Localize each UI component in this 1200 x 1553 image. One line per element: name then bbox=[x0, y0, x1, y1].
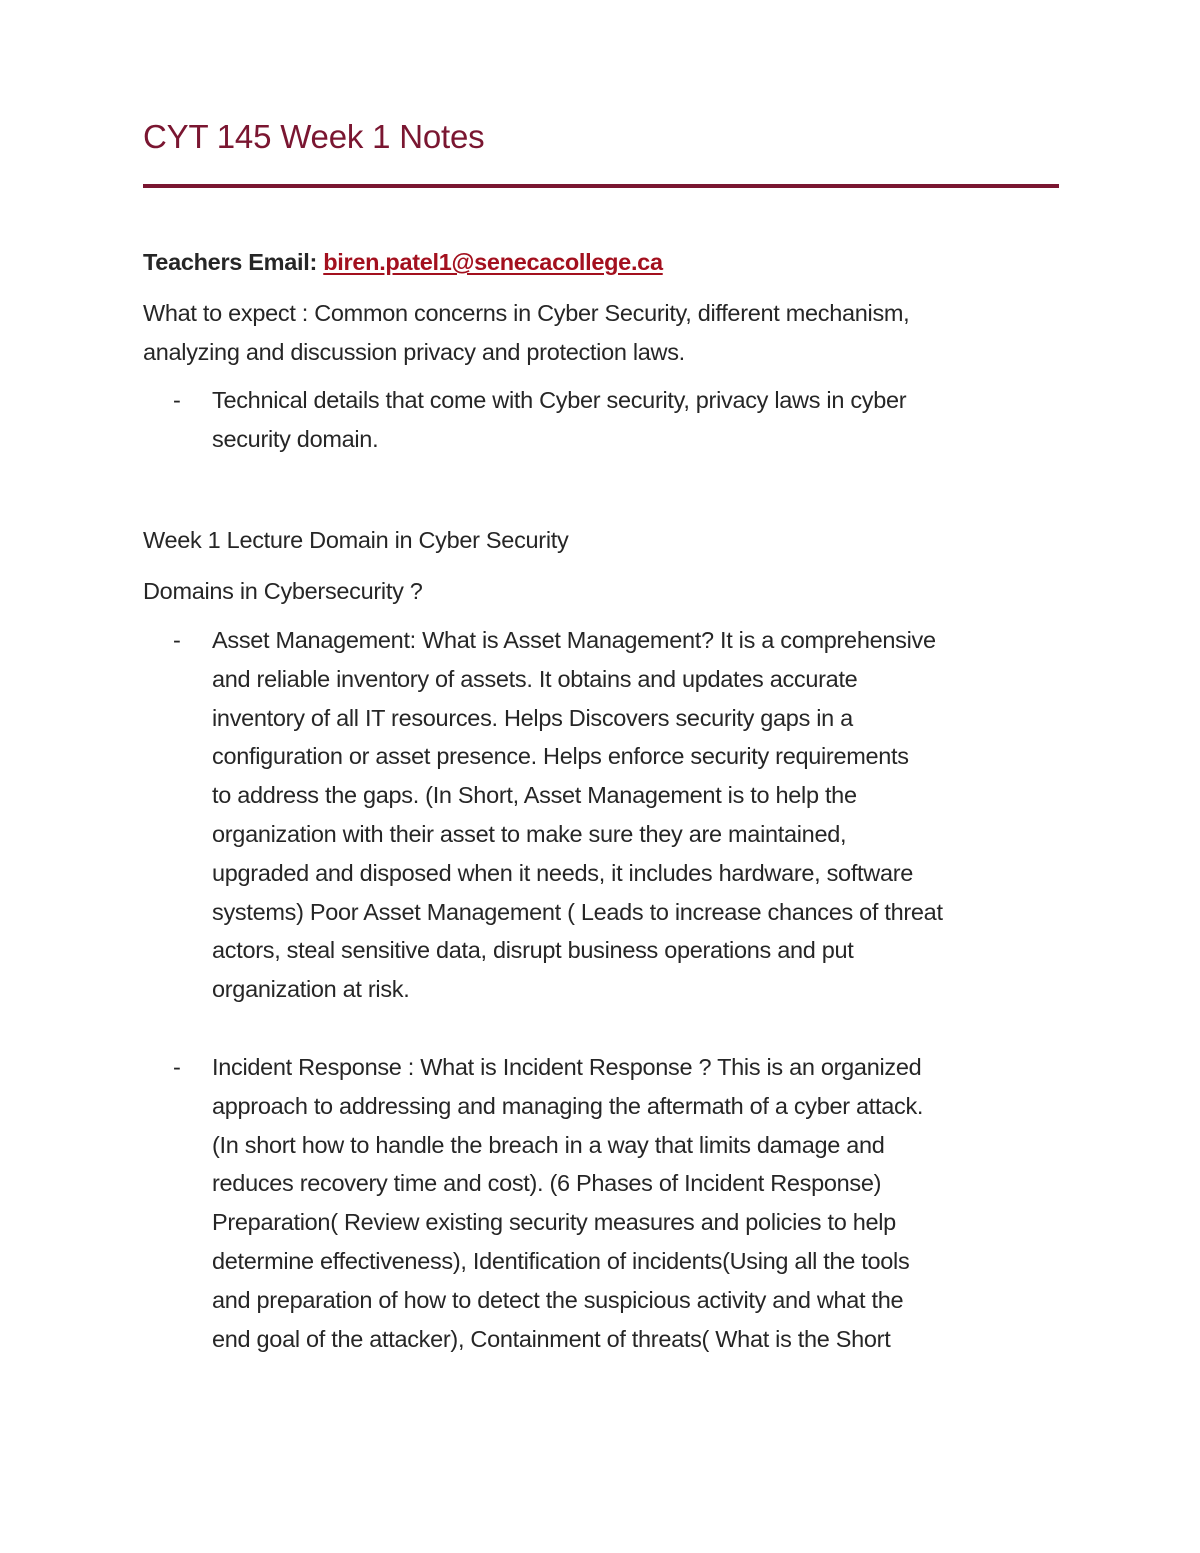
bullet-marker: - bbox=[173, 387, 181, 413]
title-divider bbox=[143, 184, 1059, 188]
domains-question: Domains in Cybersecurity ? bbox=[143, 578, 423, 604]
teacher-email-line bbox=[143, 243, 663, 282]
lecture-heading: Week 1 Lecture Domain in Cyber Security bbox=[143, 527, 569, 553]
bullet-marker: - bbox=[173, 627, 181, 653]
expect-paragraph: What to expect : Common concerns in Cyber Security, different mechanism, analyzing and discussion privacy and protection laws. bbox=[143, 300, 910, 365]
incident-response-item: Incident Response : What is Incident Response ? This is an organized approach to addressing and managing the aftermath of a cyber attack. (In short how to handle the breach in a way that limits damage and reduces recovery time and cost). (6 Phases of Incident Response) Preparation( Review existing security measures and policies to help determine effectiveness), Identification of incidents(Using all the tools and preparation of how to detect the suspicious activity and what the end goal of the attacker), Containment of threats( What is the Short bbox=[212, 1054, 924, 1352]
expect-bullet-item: Technical details that come with Cyber security, privacy laws in cyber security domain. bbox=[212, 387, 907, 452]
page-title: CYT 145 Week 1 Notes bbox=[143, 118, 485, 155]
email-label: Teachers Email: bbox=[143, 249, 318, 275]
bullet-marker: - bbox=[173, 1054, 181, 1080]
teacher-email-link[interactable]: biren.patel1@senecacollege.ca bbox=[323, 249, 663, 275]
asset-management-item: Asset Management: What is Asset Management? It is a comprehensive and reliable inventory of assets. It obtains and updates accurate inventory of all IT resources. Helps Discovers security gaps in a configuration or asset presence. Helps enforce security requirements to address the gaps. (In Short, Asset Management is to help the organization with their asset to make sure they are maintained, upgraded and disposed when it needs, it includes hardware, software systems) Poor Asset Management ( Leads to increase chances of threat actors, steal sensitive data, disrupt business operations and put organization at risk. bbox=[212, 627, 943, 1003]
